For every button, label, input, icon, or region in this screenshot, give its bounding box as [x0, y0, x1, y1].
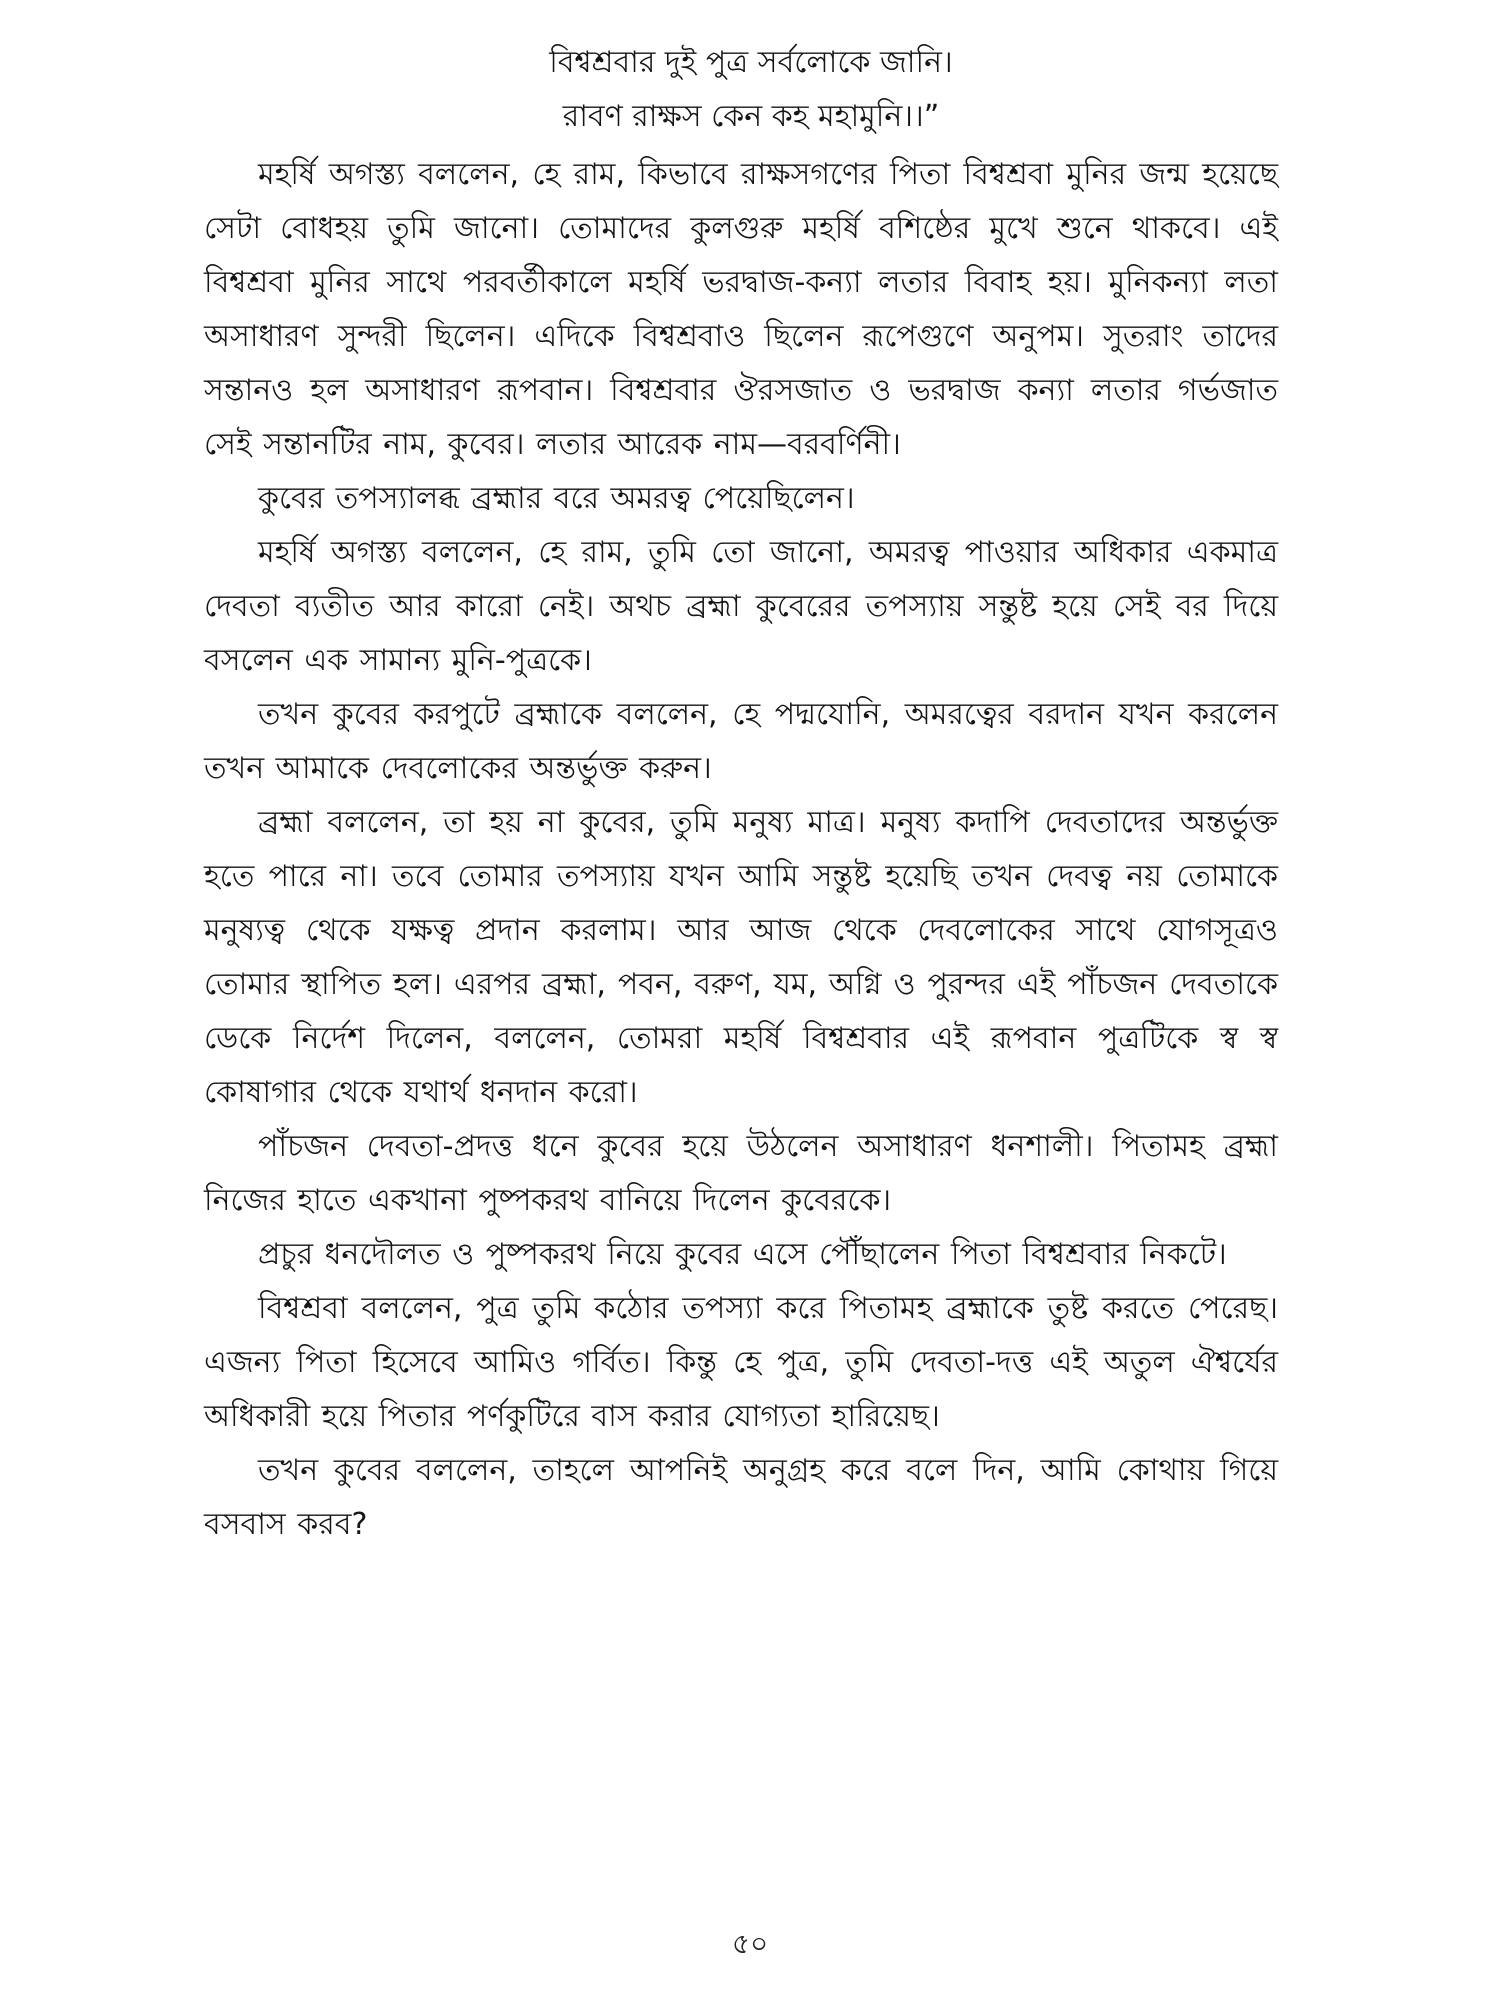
- paragraph-6: পাঁচজন দেবতা-প্রদত্ত ধনে কুবের হয়ে উঠলেন অসাধারণ ধনশালী। পিতামহ ব্রহ্মা নিজের হাতে একখানা পুষ্পকরথ বানিয়ে দিলেন কুবেরকে।: [204, 1129, 1278, 1218]
- verse-block: [204, 36, 1278, 144]
- verse-line-2: রাবণ রাক্ষস কেন কহ মহামুনি।।”: [562, 99, 940, 134]
- paragraph-2: কুবের তপস্যালব্ধ ব্রহ্মার বরে অমরত্ব পেয়েছিলেন।: [258, 481, 855, 516]
- verse-line-1: বিশ্বশ্রবার দুই পুত্র সর্বলোকে জানি।: [549, 45, 953, 80]
- paragraph-8: বিশ্বশ্রবা বললেন, পুত্র তুমি কঠোর তপস্যা করে পিতামহ ব্রহ্মাকে তুষ্ট করতে পেরেছ। এজন্য পিতা হিসেবে আমিও গর্বিত। কিন্তু হে পুত্র, তুমি দেবতা-দত্ত এই অতুল ঐশ্বর্যের অধিকারী হয়ে পিতার পর্ণকুটিরে বাস করার যোগ্যতা হারিয়েছ।: [204, 1291, 1278, 1434]
- paragraph-3: মহর্ষি অগস্ত্য বললেন, হে রাম, তুমি তো জানো, অমরত্ব পাওয়ার অধিকার একমাত্র দেবতা ব্যতীত আর কারো নেই। অথচ ব্রহ্মা কুবেরের তপস্যায় সন্তুষ্ট হয়ে সেই বর দিয়ে বসলেন এক সামান্য মুনি-পুত্রকে।: [204, 535, 1278, 678]
- paragraph-4: তখন কুবের করপুটে ব্রহ্মাকে বললেন, হে পদ্মযোনি, অমরত্বের বরদান যখন করলেন তখন আমাকে দেবলোকের অন্তর্ভুক্ত করুন।: [204, 697, 1278, 786]
- paragraph-9: তখন কুবের বললেন, তাহলে আপনিই অনুগ্রহ করে বলে দিন, আমি কোথায় গিয়ে বসবাস করব?: [204, 1453, 1278, 1542]
- paragraph-1: মহর্ষি অগস্ত্য বললেন, হে রাম, কিভাবে রাক্ষসগণের পিতা বিশ্বশ্রবা মুনির জন্ম হয়েছে সেটা বোধহয় তুমি জানো। তোমাদের কুলগুরু মহর্ষি বশিষ্ঠের মুখে শুনে থাকবে। এই বিশ্বশ্রবা মুনির সাথে পরবর্তীকালে মহর্ষি ভরদ্বাজ-কন্যা লতার বিবাহ হয়। মুনিকন্যা লতা অসাধারণ সুন্দরী ছিলেন। এদিকে বিশ্বশ্রবাও ছিলেন রূপেগুণে অনুপম। সুতরাং তাদের সন্তানও হল অসাধারণ রূপবান। বিশ্বশ্রবার ঔরসজাত ও ভরদ্বাজ কন্যা লতার গর্ভজাত সেই সন্তানটির নাম, কুবের। লতার আরেক নাম—বরবর্ণিনী।: [204, 157, 1278, 462]
- paragraph-5: ব্রহ্মা বললেন, তা হয় না কুবের, তুমি মনুষ্য মাত্র। মনুষ্য কদাপি দেবতাদের অন্তর্ভুক্ত হতে পারে না। তবে তোমার তপস্যায় যখন আমি সন্তুষ্ট হয়েছি তখন দেবত্ব নয় তোমাকে মনুষ্যত্ব থেকে যক্ষত্ব প্রদান করলাম। আর আজ থেকে দেবলোকের সাথে যোগসূত্রও তোমার স্থাপিত হল। এরপর ব্রহ্মা, পবন, বরুণ, যম, অগ্নি ও পুরন্দর এই পাঁচজন দেবতাকে ডেকে নির্দেশ দিলেন, বললেন, তোমরা মহর্ষি বিশ্বশ্রবার এই রূপবান পুত্রটিকে স্ব স্ব কোষাগার থেকে যথার্থ ধনদান করো।: [204, 805, 1278, 1110]
- paragraph-7: প্রচুর ধনদৌলত ও পুষ্পকরথ নিয়ে কুবের এসে পৌঁছালেন পিতা বিশ্বশ্রবার নিকটে।: [258, 1237, 1227, 1272]
- body-text: [204, 148, 1278, 1552]
- page-number: ৫০: [731, 1927, 769, 1960]
